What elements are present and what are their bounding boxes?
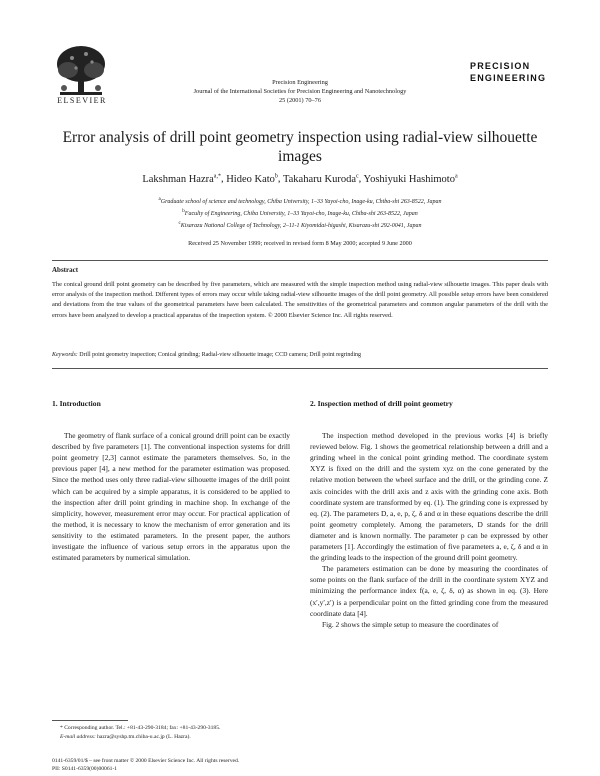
column-left: [52, 398, 290, 563]
badge-line-1: PRECISION: [470, 61, 531, 71]
affiliation-c: $^c$Kisarazu National College of Technology, 2–11-1 Kiyomidai-higashi, Kisarazu-shi 292-0041, Japan: [178, 221, 422, 229]
method-paragraph-1: The inspection method developed in the previous works [4] is briefly reviewed below. Fig. 1 shows the geometrical relationship between a drill and a grinding wheel in the conical point grinding method. The coordinate system XYZ is fixed on the drill and the system xyz on the cone generated by the relative motion between the wheel surface and the drill, or the grinding cone. Z axis coincides with the drill axis and z axis with the grinding cone axis. Both coordinate system are transformed by eq. (1). The grinding cone is expressed by eq. (2). The parameters D, a, e, p, ζ, δ and α in these equations describe the drill point geometry completely. Among the parameters, D stands for the drill diameter and is known normally. The parameter p can be expressed by other parameters [1]. Accordingly the estimation of five parameters a, e, ζ, δ and α in the grinding leads to the inspection of the ground drill point geometry.: [310, 431, 548, 563]
author-3: Takaharu Kuroda$^c$: [282, 173, 359, 185]
abstract-heading: Abstract: [52, 266, 79, 274]
author-list: Lakshman Hazra$^{a,*}$, Hideo Kato$^b$, Takaharu Kuroda$^c$, Yoshiyuki Hashimoto$^a$: [142, 173, 458, 185]
keywords-text: Drill point geometry inspection; Conical grinding; Radial-view silhouette image; CCD camera; Drill point regrinding: [79, 352, 362, 358]
journal-name: Precision Engineering: [272, 79, 328, 86]
paper-title: Error analysis of drill point geometry inspection using radial-view silhouette images: [62, 129, 538, 165]
email-label: E-mail address:: [60, 733, 96, 740]
affiliations: [40, 195, 560, 231]
journal-full-name: Journal of the International Societies for Precision Engineering and Nanotechnology: [193, 88, 407, 95]
copyright-notice: [52, 757, 239, 773]
author-4: Yoshiyuki Hashimoto$^a$: [363, 173, 458, 185]
footnote-divider: [52, 720, 128, 721]
badge-line-2: ENGINEERING: [470, 73, 547, 83]
section-heading-introduction: 1. Introduction: [52, 399, 101, 408]
affiliation-a: $^a$Graduate school of science and technology, Chiba University, 1–33 Yayoi-cho, Inage-ku, Chiba-shi 263-8522, Japan: [158, 197, 442, 205]
pii-line: PII: S0141-6359(00)00061-1: [52, 766, 118, 772]
keywords-label: Keywords:: [52, 352, 78, 358]
elsevier-tree-logo: [50, 40, 112, 102]
footnote: [52, 724, 290, 742]
received-dates: Received 25 November 1999; received in revised form 8 May 2000; accepted 9 June 2000: [188, 240, 412, 247]
author-1: Lakshman Hazra$^{a,*}$: [142, 173, 221, 185]
journal-badge: [470, 60, 560, 84]
journal-volume: 25 (2001) 70–76: [279, 97, 321, 104]
affiliation-b: $^b$Faculty of Engineering, Chiba University, 1–33 Yayoi-cho, Inage-ku, Chiba-shi 263-8522, Japan: [182, 209, 418, 217]
divider-bottom: [52, 368, 548, 369]
section-heading-inspection-method: 2. Inspection method of drill point geometry: [310, 399, 453, 408]
email-note: [52, 733, 290, 742]
corresponding-author-note: * Corresponding author. Tel.: +81-43-290-3184; fax: +81-43-290-3185.: [60, 725, 221, 731]
column-right: [310, 398, 548, 630]
publisher-name: ELSEVIER: [57, 96, 107, 105]
divider-top: [52, 260, 548, 261]
abstract-text: The conical ground drill point geometry can be described by five parameters, which are measured with the simple inspection method using radial-view silhouette images. This paper deals with error analysis of the inspection method. Different types of errors may occur while taking radial-view silhouette images of the drill point geometry. All possible setup errors have been considered and deviations from the true values of the geometrical parameters have been calculated. The sensitivities of the geometrical parameters and common angular parameters of the drill with the errors have been analyzed to develop a practical apparatus of the inspection system. © 2000 Elsevier Science Inc. All rights reserved.: [52, 281, 548, 319]
keywords: [52, 352, 548, 358]
author-2: Hideo Kato$^b$: [226, 173, 278, 185]
journal-info: [150, 78, 450, 105]
email-address: hazra@syshp.tm.chiba-u.ac.jp (L. Hazra).: [97, 733, 191, 740]
introduction-paragraph: The geometry of flank surface of a conical ground drill point can be exactly described by five parameters [1]. The conventional inspection systems for drill point geometry [2,3] cannot estimate the parameters themselves. So, in the previous paper [4], a new method for the parameter estimation was proposed. Since the method uses only three radial-view silhouette images of the drill point which can be acquired by a simple apparatus, it is considered to be applied to the inspection after drill point grinding in machine shop. In exchange of the simplicity, however, measurement error may occur. For practical application of the method, it is necessary to know the mechanism of error generation and its sensitivity to the estimated parameters. In the present paper, the authors investigate the influence of various setup errors in the apparatus upon the estimated parameters by numerical simulation.: [52, 431, 290, 563]
method-paragraph-2: The parameters estimation can be done by measuring the coordinates of some points on the flank surface of the drill in the coordinate system XYZ and minimizing the performance index f(a, e, ζ, δ, α) as shown in eq. (3). Here (x′,y′,z′) is a perpendicular point on the fitted grinding cone from the measured coordinate data [4].: [310, 564, 548, 618]
method-paragraph-3: Fig. 2 shows the simple setup to measure the coordinates of: [322, 619, 499, 629]
copyright-line: 0141-6359/01/$ – see front matter © 2000 Elsevier Science Inc. All rights reserved.: [52, 758, 240, 764]
